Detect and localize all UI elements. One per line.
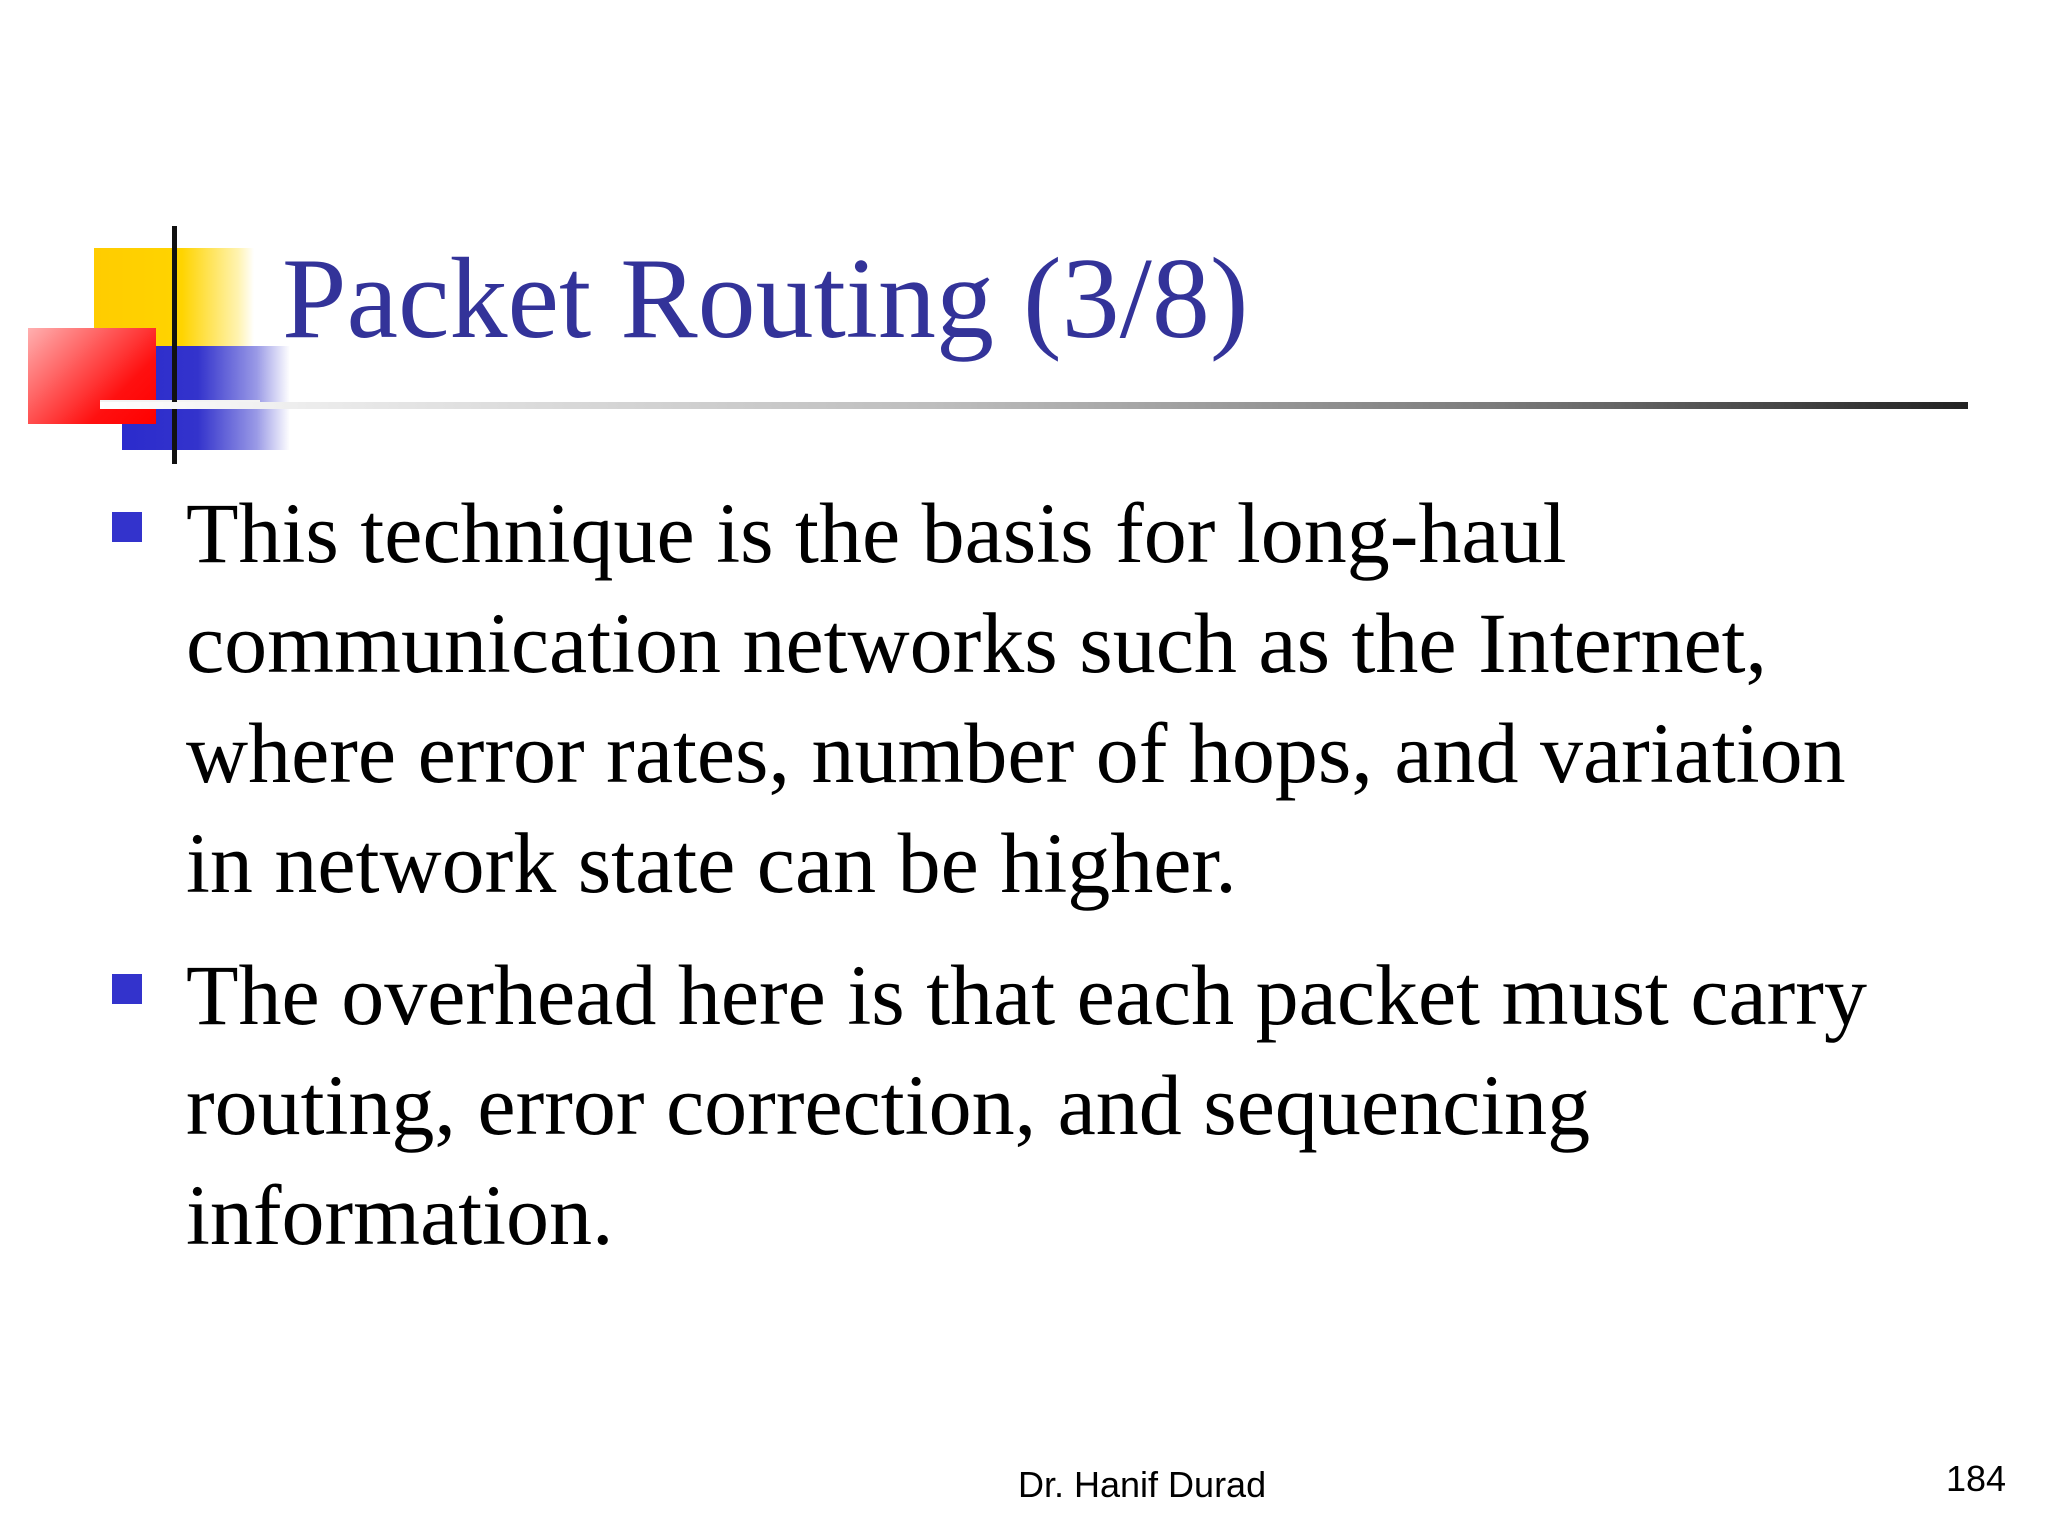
page-number: 184 [1946,1458,2007,1499]
red-square-decoration [28,328,156,424]
bullet-text-line: where error rates, number of hops, and variation [186,705,1846,801]
square-bullet-icon [112,974,142,1004]
title-underline-rule [100,402,1968,409]
bullet-text-line: in network state can be higher. [186,815,1237,911]
bullet-text-line: routing, error correction, and sequencing [186,1057,1591,1153]
slide-title: Packet Routing (3/8) [282,235,1249,363]
bullet-text-line: communication networks such as the Internet, [186,595,1768,691]
bullet-text-line: The overhead here is that each packet must carry [186,947,1867,1043]
decoration-vertical-line [172,226,177,464]
square-bullet-icon [112,512,142,542]
bullet-item [112,940,1992,1270]
bullet-list [112,478,1992,1292]
bullet-item [112,478,1992,918]
bullet-text-line: This technique is the basis for long-haul [186,485,1567,581]
footer-author: Dr. Hanif Durad [1018,1464,1267,1505]
bullet-text-line: information. [186,1167,614,1263]
